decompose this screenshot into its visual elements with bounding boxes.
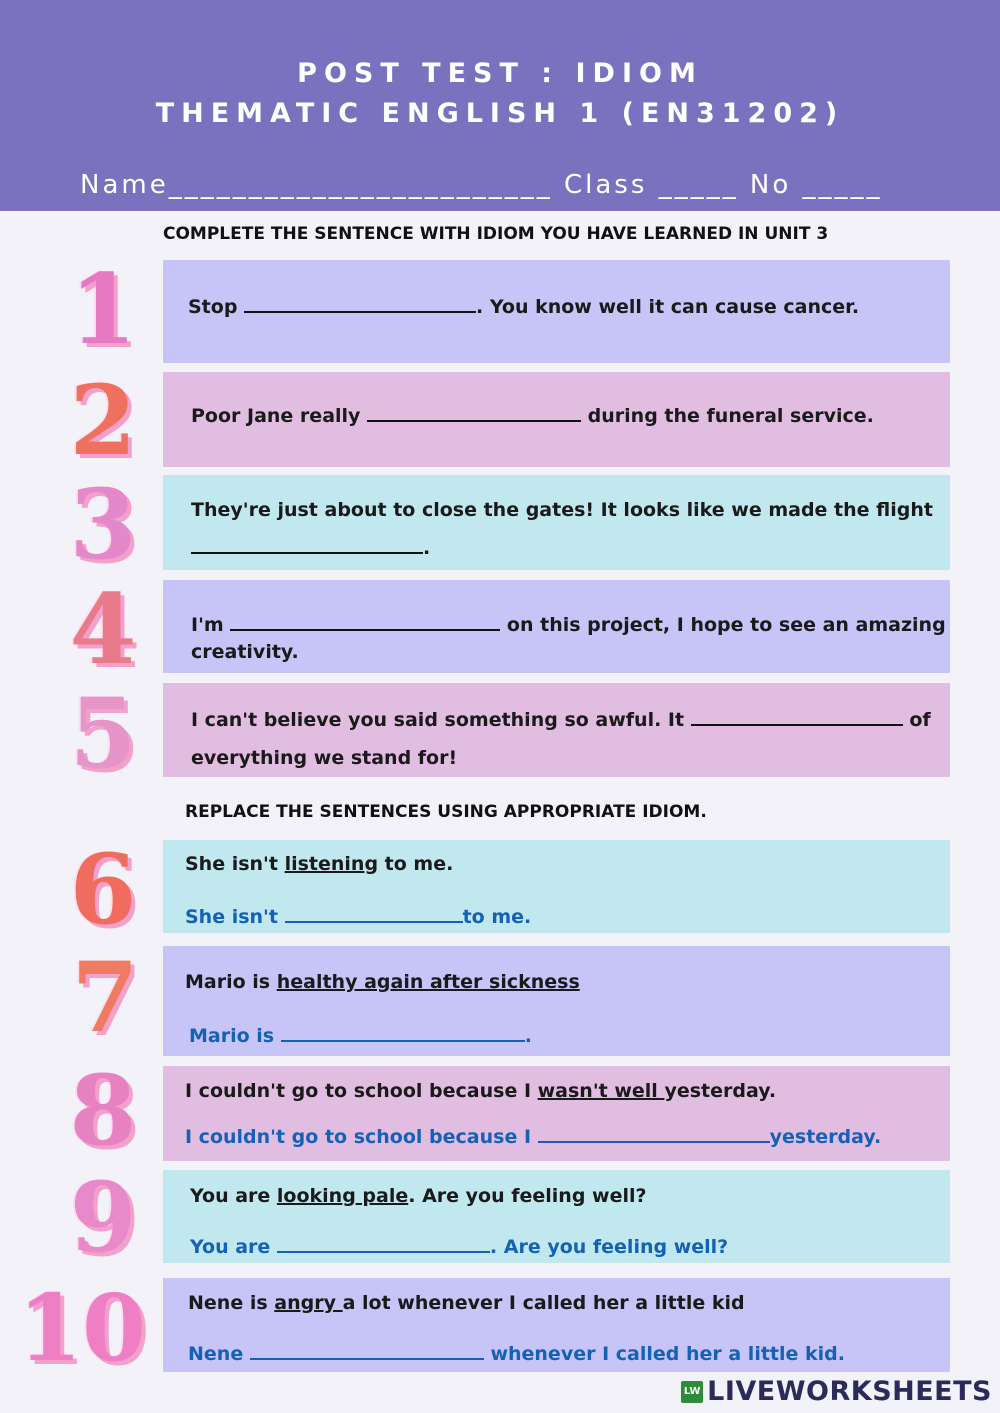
question-9-sentence: You are looking pale. Are you feeling well? <box>190 1185 647 1207</box>
question-2-text: Poor Jane really during the funeral service. <box>191 405 874 427</box>
question-3-card <box>163 475 950 570</box>
question-1-card <box>163 260 950 363</box>
question-8-sentence: I couldn't go to school because I wasn't well yesterday. <box>185 1080 777 1102</box>
number-6-graphic: 6 <box>69 833 137 946</box>
liveworksheets-logo-text: LIVEWORKSHEETS <box>707 1376 992 1407</box>
number-1-graphic: 1 <box>69 253 137 366</box>
answer-blank-2[interactable] <box>367 403 581 422</box>
name-class-no-line: Name________________________ Class _____ No _____ <box>80 170 883 200</box>
question-9-answer: You are . Are you feeling well? <box>190 1236 729 1258</box>
answer-blank-5[interactable] <box>691 707 903 726</box>
question-7-answer: Mario is . <box>189 1025 532 1047</box>
section-1-instruction: COMPLETE THE SENTENCE WITH IDIOM YOU HAVE LEARNED IN UNIT 3 <box>163 224 829 244</box>
answer-blank-8[interactable] <box>538 1124 770 1143</box>
question-8-card <box>163 1066 950 1161</box>
question-10-card <box>163 1278 950 1372</box>
question-3-answer-line: . <box>191 535 430 562</box>
question-3-text: They're just about to close the gates! It looks like we made the flight <box>191 499 933 521</box>
section-2-instruction: REPLACE THE SENTENCES USING APPROPRIATE IDIOM. <box>185 802 707 822</box>
question-5-card <box>163 683 950 777</box>
question-4-text-line2: creativity. <box>191 641 299 663</box>
question-4-text: I'm on this project, I hope to see an amazing <box>191 614 946 636</box>
worksheet-title: POST TEST : IDIOM <box>297 58 703 89</box>
number-8-graphic: 8 <box>69 1054 137 1167</box>
question-4-card <box>163 580 950 673</box>
question-7-sentence: Mario is healthy again after sickness <box>185 971 580 993</box>
number-2-graphic: 2 <box>69 364 137 477</box>
question-1-text: Stop . You know well it can cause cancer. <box>188 296 860 318</box>
question-9-card <box>163 1170 950 1263</box>
question-7-card <box>163 946 950 1056</box>
answer-blank-9[interactable] <box>277 1234 490 1253</box>
question-8-answer: I couldn't go to school because I yesterday. <box>185 1126 882 1148</box>
number-9-graphic: 9 <box>69 1161 137 1274</box>
answer-blank-1[interactable] <box>244 294 476 313</box>
question-6-sentence: She isn't listening to me. <box>185 853 454 875</box>
header-banner <box>0 0 1000 211</box>
liveworksheets-logo <box>681 1376 992 1407</box>
answer-blank-7[interactable] <box>281 1023 525 1042</box>
answer-blank-4[interactable] <box>230 612 500 631</box>
number-5-graphic: 5 <box>69 677 137 790</box>
number-4-graphic: 4 <box>69 573 137 686</box>
question-10-answer: Nene whenever I called her a little kid. <box>188 1343 845 1365</box>
answer-blank-6[interactable] <box>285 904 463 923</box>
answer-blank-3[interactable] <box>191 535 423 554</box>
answer-blank-10[interactable] <box>250 1341 484 1360</box>
question-10-sentence: Nene is angry a lot whenever I called her a little kid <box>188 1292 745 1314</box>
question-5-text: I can't believe you said something so awful. It of <box>191 709 931 731</box>
question-5-text-line2: everything we stand for! <box>191 747 458 769</box>
worksheet-subtitle: THEMATIC ENGLISH 1 (EN31202) <box>155 98 845 129</box>
number-3-graphic: 3 <box>69 468 137 581</box>
liveworksheets-logo-icon: LW <box>681 1381 703 1403</box>
question-2-card <box>163 372 950 467</box>
number-7-graphic: 7 <box>71 941 139 1054</box>
question-6-answer: She isn't to me. <box>185 906 532 928</box>
question-6-card <box>163 840 950 933</box>
number-10-graphic: 10 <box>17 1274 147 1382</box>
